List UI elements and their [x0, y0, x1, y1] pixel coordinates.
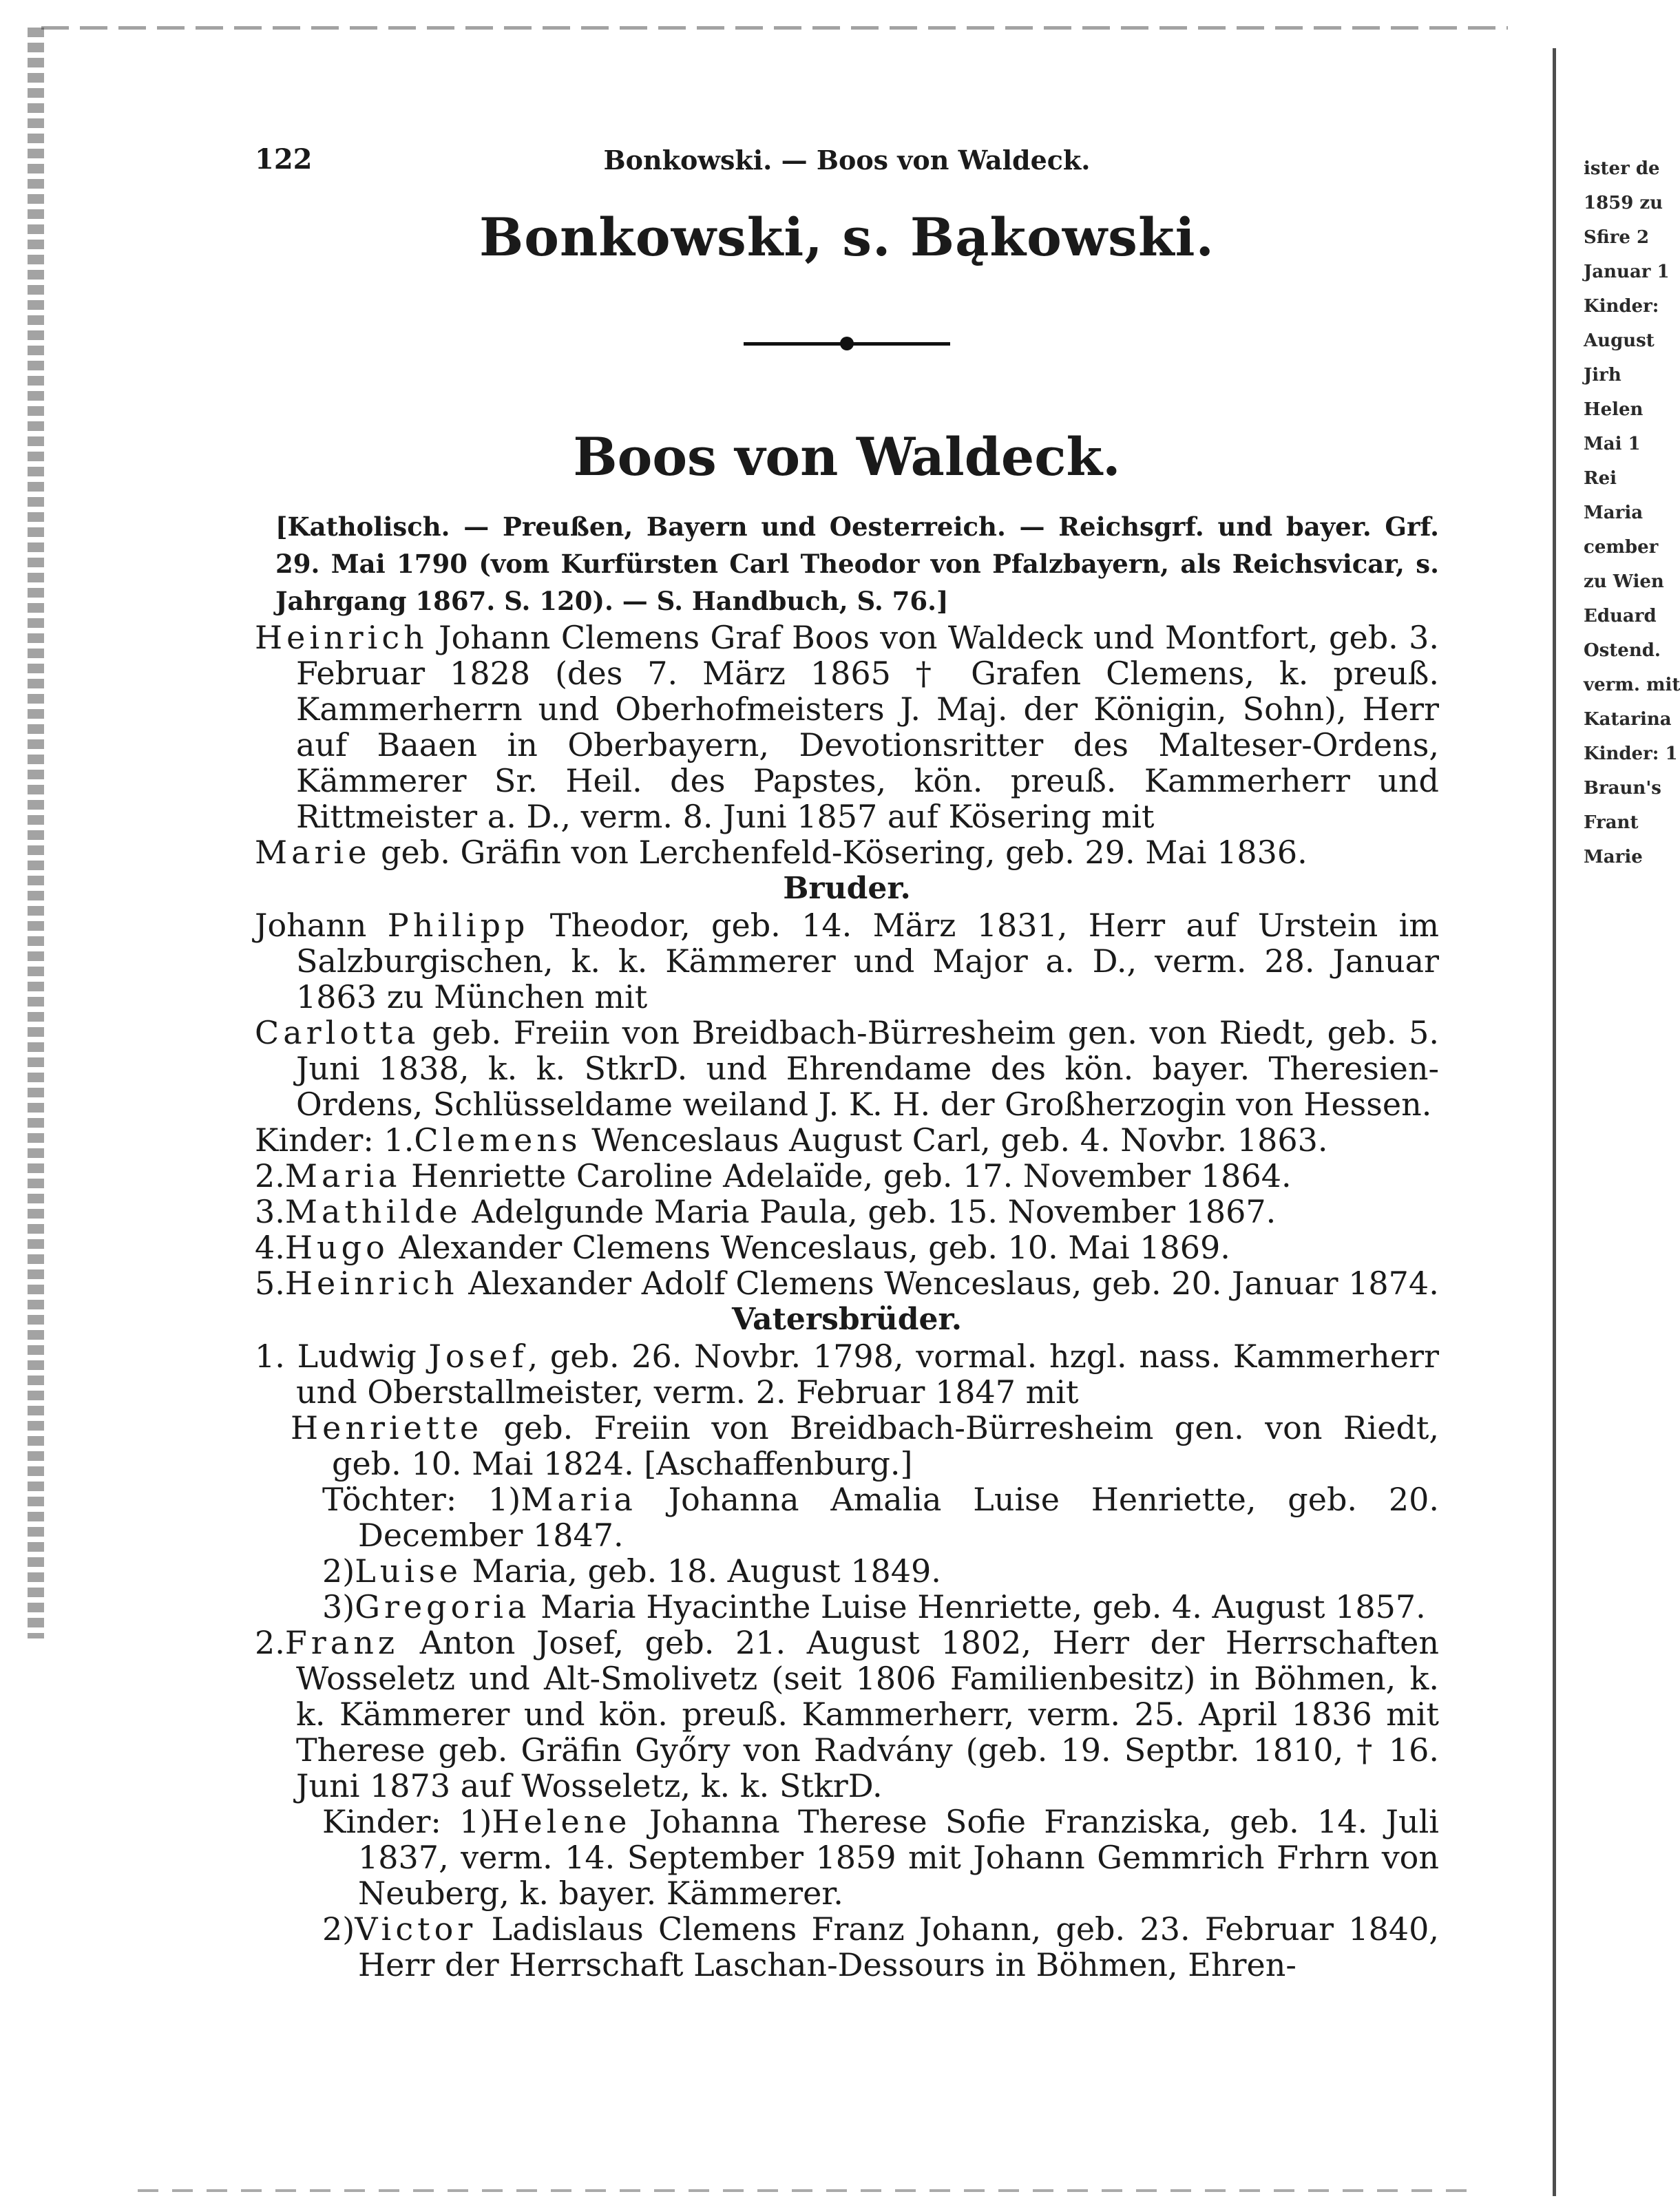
margin-fragment: zu Wien — [1584, 571, 1664, 592]
child-num: 2. — [255, 1157, 285, 1194]
spouse — [255, 834, 1439, 870]
family-note: [Katholisch. — Preußen, Bayern und Oesterreich. — Reichsgrf. und bayer. Grf. 29. Mai 1790 (vom Kurfürsten Carl Theodor von Pfalzbayern, als Reichsvicar, s. Jahrgang 1867. S. 120). — S. Handbuch, S. 76.] — [275, 512, 1439, 616]
adjacent-page-fragment — [1584, 151, 1680, 2093]
child-num: 4. — [255, 1229, 285, 1266]
uncle1-prefix: Ludwig — [297, 1338, 417, 1375]
daughter-text: Maria Hyacinthe Luise Henriette, geb. 4. August 1857. — [540, 1588, 1426, 1625]
daughter-text: Johanna Amalia Luise Henriette, geb. 20. December 1847. — [358, 1481, 1439, 1554]
margin-fragment: Kinder: 1 — [1584, 744, 1678, 764]
children-label: Kinder: — [322, 1803, 441, 1840]
spouse-text: geb. Gräfin von Lerchenfeld-Kösering, geb. 29. Mai 1836. — [381, 834, 1308, 871]
child-text: Johanna Therese Sofie Franziska, geb. 14. Juli 1837, verm. 14. September 1859 mit Johann Gemmrich Frhrn von Neuberg, k. bayer. Kämmerer. — [358, 1803, 1440, 1912]
page — [255, 138, 1439, 1983]
child-num: 2) — [322, 1910, 355, 1948]
section-uncles: Vatersbrüder. — [731, 1302, 963, 1337]
daughter-entry — [255, 1482, 1439, 1553]
scan-edge-bottom — [138, 2189, 1480, 2192]
child-num: 3. — [255, 1193, 285, 1230]
family-heading: Boos von Waldeck. — [573, 426, 1121, 487]
child-entry — [255, 1122, 1439, 1158]
uncle2-name: Franz — [284, 1624, 399, 1661]
child-name: Clemens — [414, 1121, 582, 1159]
margin-fragment: August — [1584, 330, 1655, 351]
page-gutter — [1553, 48, 1556, 2196]
page-number: 122 — [255, 143, 313, 176]
daughter-num: 1) — [488, 1481, 521, 1518]
child-name: Helene — [492, 1803, 631, 1840]
daughter-name: Maria — [521, 1481, 637, 1518]
child-entry — [255, 1158, 1439, 1194]
uncle1-daughters-list — [255, 1482, 1439, 1625]
child-text: Henriette Caroline Adelaïde, geb. 17. November 1864. — [411, 1157, 1292, 1194]
margin-fragment: Kinder: — [1584, 296, 1659, 317]
daughter-name: Luise — [355, 1552, 462, 1590]
child-entry — [255, 1265, 1439, 1301]
head-text: Johann Clemens Graf Boos von Waldeck und Montfort, geb. 3. Februar 1828 (des 7. März 1865 † Grafen Clemens, k. preuß. Kammerherrn und Oberhofmeisters J. Maj. der Königin, Sohn), Herr auf Baaen in Oberbayern, Devotionsritter des Malteser-Ordens, Kämmerer Sr. Heil. des Papstes, kön. preuß. Kammerherr und Rittmeister a. D., verm. 8. Juni 1857 auf Kösering mit — [296, 619, 1439, 835]
margin-fragment: 1859 zu — [1584, 193, 1663, 213]
child-entry — [255, 1194, 1439, 1230]
uncle1-text: , geb. 26. Novbr. 1798, vormal. hzgl. nass. Kammerherr und Oberstallmeister, verm. 2. Februar 1847 mit — [296, 1338, 1439, 1411]
margin-fragment: Jirh — [1584, 365, 1621, 386]
daughter-num: 3) — [322, 1588, 355, 1625]
child-text: Ladislaus Clemens Franz Johann, geb. 23. Februar 1840, Herr der Herrschaft Laschan-Dessours in Böhmen, Ehren- — [358, 1910, 1439, 1983]
margin-fragment: Marie — [1584, 847, 1643, 867]
margin-fragment: Eduard — [1584, 606, 1657, 626]
child-text: Alexander Adolf Clemens Wenceslaus, geb. 20. Januar 1874. — [468, 1265, 1439, 1302]
daughter-num: 2) — [322, 1552, 355, 1590]
uncle2-num: 2. — [255, 1624, 285, 1661]
margin-fragment: Ostend. — [1584, 640, 1661, 661]
brother-entry — [255, 907, 1439, 1015]
uncle2-children-list — [255, 1804, 1439, 1983]
brother-text: Theodor, geb. 14. März 1831, Herr auf Urstein im Salzburgischen, k. k. Kämmerer und Major a. D., verm. 28. Januar 1863 zu München mit — [296, 907, 1439, 1015]
uncle2-child-entry — [255, 1804, 1439, 1911]
uncle1-entry — [255, 1338, 1439, 1410]
margin-fragment: verm. mit — [1584, 675, 1680, 695]
head-of-family — [255, 620, 1439, 834]
head-name: Heinrich — [255, 619, 428, 656]
uncle1-spouse-text: geb. Freiin von Breidbach-Bürresheim gen. von Riedt, geb. 10. Mai 1824. [Aschaffenburg.] — [332, 1409, 1439, 1482]
scan-edge-top — [41, 26, 1508, 30]
brother-prefix: Johann — [255, 907, 367, 944]
daughters-label: Töchter: — [322, 1481, 457, 1518]
margin-fragment: Mai 1 — [1584, 434, 1641, 454]
uncle1-num: 1. — [255, 1338, 285, 1375]
daughter-entry — [255, 1553, 1439, 1589]
margin-fragment: Katarina — [1584, 709, 1672, 730]
brother-spouse-text: geb. Freiin von Breidbach-Bürresheim gen. von Riedt, geb. 5. Juni 1838, k. k. StkrD. und Ehrendame des kön. bayer. Theresien-Ordens, Schlüsseldame weiland J. K. H. der Großherzogin von Hessen. — [296, 1014, 1439, 1123]
scan-edge-left — [28, 28, 44, 1638]
brother-children-list — [255, 1122, 1439, 1301]
child-name: Mathilde — [284, 1193, 462, 1230]
child-num: 5. — [255, 1265, 285, 1302]
ornament-divider — [744, 337, 950, 350]
brother-spouse — [255, 1015, 1439, 1122]
section-brother: Bruder. — [783, 871, 911, 906]
margin-fragment: cember — [1584, 537, 1659, 558]
margin-fragment: ister de — [1584, 158, 1660, 179]
uncle1-spouse — [255, 1410, 1439, 1482]
child-name: Hugo — [284, 1229, 389, 1266]
child-num: 1. — [384, 1121, 414, 1159]
brother-name: Philipp — [387, 907, 529, 944]
daughter-name: Gregoria — [355, 1588, 531, 1625]
child-entry — [255, 1230, 1439, 1265]
daughter-entry — [255, 1589, 1439, 1625]
margin-fragment: Rei — [1584, 468, 1617, 489]
child-text: Wenceslaus August Carl, geb. 4. Novbr. 1863. — [591, 1121, 1328, 1159]
cross-reference-heading: Bonkowski, s. Bąkowski. — [479, 207, 1215, 268]
margin-fragment: Braun's — [1584, 778, 1661, 799]
uncle2-text: Anton Josef, geb. 21. August 1802, Herr der Herrschaften Wosseletz und Alt-Smolivetz (seit 1806 Familienbesitz) in Böhmen, k. k. Kämmerer und kön. preuß. Kammerherr, verm. 25. April 1836 mit Therese geb. Gräfin Győry von Radvány (geb. 19. Septbr. 1810, † 16. Juni 1873 auf Wosseletz, k. k. StkrD. — [296, 1624, 1439, 1804]
running-header — [255, 138, 1439, 186]
uncle2-child-entry — [255, 1911, 1439, 1983]
child-text: Alexander Clemens Wenceslaus, geb. 10. Mai 1869. — [399, 1229, 1230, 1266]
uncle2-entry — [255, 1625, 1439, 1804]
uncle1-name: Josef — [428, 1338, 528, 1375]
child-name: Maria — [284, 1157, 401, 1194]
child-num: 1) — [459, 1803, 492, 1840]
child-name: Victor — [355, 1910, 477, 1948]
margin-fragment: Maria — [1584, 503, 1644, 523]
margin-fragment: Frant — [1584, 812, 1639, 833]
margin-fragment: Januar 1 — [1584, 262, 1670, 282]
margin-fragment: Helen — [1584, 399, 1644, 420]
margin-fragment: Sfire 2 — [1584, 227, 1650, 248]
daughter-text: Maria, geb. 18. August 1849. — [472, 1552, 941, 1590]
uncle1-spouse-name: Henriette — [291, 1409, 483, 1446]
children-label: Kinder: — [255, 1121, 374, 1159]
child-text: Adelgunde Maria Paula, geb. 15. November 1867. — [472, 1193, 1277, 1230]
child-name: Heinrich — [284, 1265, 459, 1302]
spouse-name: Marie — [255, 834, 371, 871]
brother-spouse-name: Carlotta — [255, 1014, 420, 1051]
running-title: Bonkowski. — Boos von Waldeck. — [603, 145, 1091, 176]
